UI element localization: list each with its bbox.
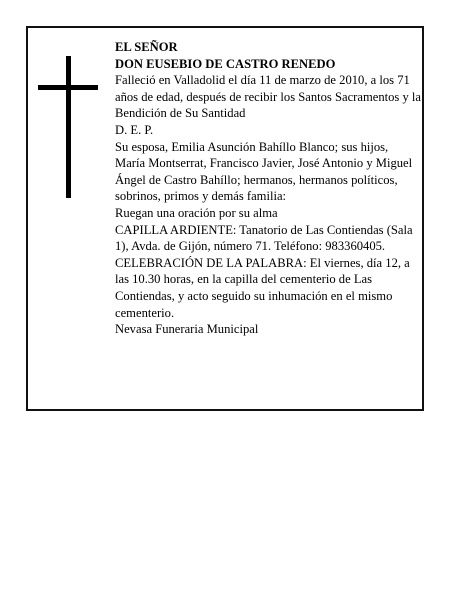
celebration-info: CELEBRACIÓN DE LA PALABRA: El viernes, día 12, a las 10.30 horas, en la capilla del cementerio de Las Contiendas, y acto seguido su inhumación en el mismo cementerio. bbox=[115, 255, 410, 320]
funeral-home: Nevasa Funeraria Municipal bbox=[115, 322, 259, 337]
chapel-info: CAPILLA ARDIENTE: Tanatorio de Las Contiendas (Sala 1), Avda. de Gijón, número 71. Teléfono: 983360405. bbox=[115, 222, 413, 254]
notice-title-line1: EL SEÑOR bbox=[115, 40, 178, 54]
obituary-notice bbox=[26, 26, 424, 411]
rest-in-peace: D. E. P. bbox=[115, 122, 154, 137]
cross-horizontal-bar bbox=[38, 85, 98, 90]
notice-text bbox=[115, 39, 421, 338]
cross-vertical-bar bbox=[66, 56, 71, 198]
prayer-request: Ruegan una oración por su alma bbox=[115, 205, 278, 220]
family-list: Su esposa, Emilia Asunción Bahíllo Blanco; sus hijos, María Montserrat, Francisco Javier, José Antonio y Miguel Ángel de Castro Bahíllo; hermanos, hermanos políticos, sobrinos, primos y demás familia: bbox=[115, 139, 413, 204]
deceased-name: DON EUSEBIO DE CASTRO RENEDO bbox=[115, 56, 336, 71]
death-announcement: Falleció en Valladolid el día 11 de marzo de 2010, a los 71 años de edad, después de recibir los Santos Sacramentos y la Bendición de Su Santidad bbox=[115, 73, 422, 121]
